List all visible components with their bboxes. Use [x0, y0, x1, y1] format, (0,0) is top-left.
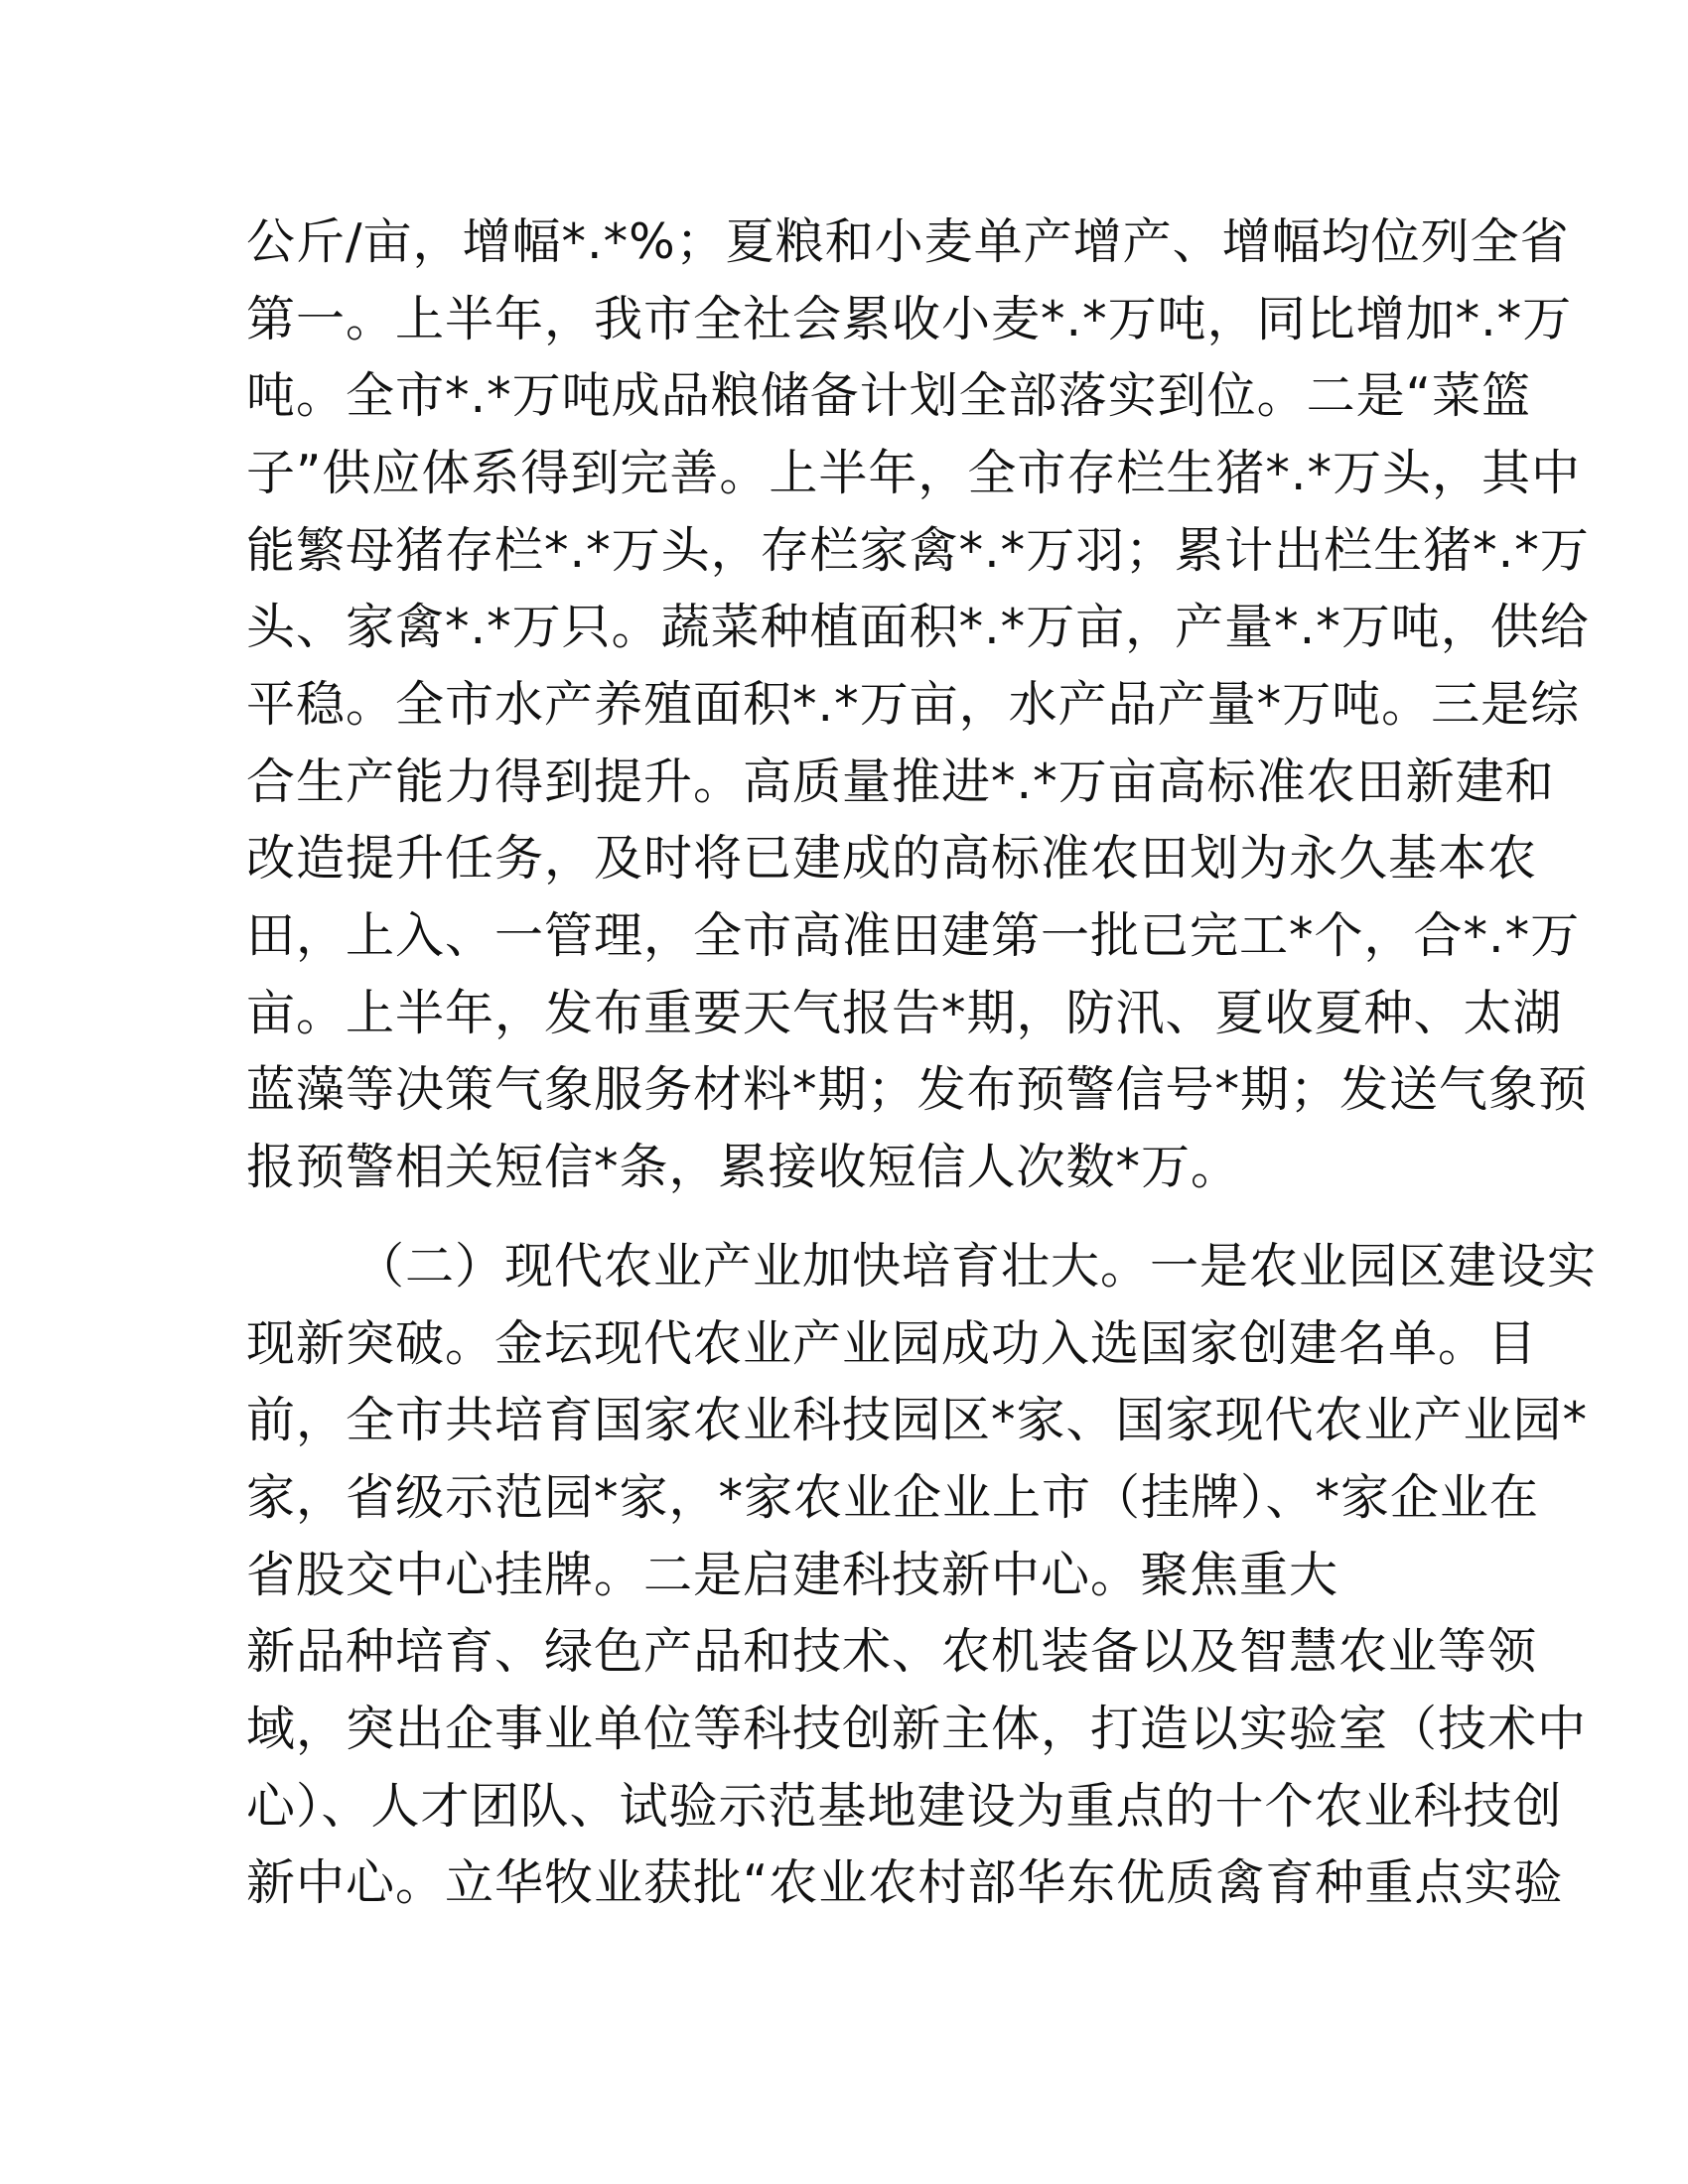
- text-line: 第一。上半年，我市全社会累收小麦*.*万吨，同比增加*.*万: [246, 291, 1573, 347]
- text-line: 域，突出企事业单位等科技创新主体，打造以实验室（技术中: [246, 1701, 1588, 1757]
- text-line: 合生产能力得到提升。高质量推进*.*万亩高标准农田新建和: [246, 753, 1555, 810]
- text-line: 省股交中心挂牌。二是启建科技新中心。聚焦重大: [246, 1547, 1339, 1603]
- text-line: 子”供应体系得到完善。上半年，全市存栏生猪*.*万头，其中: [246, 445, 1581, 501]
- text-line: 新品种培育、绿色产品和技术、农机装备以及智慧农业等领: [246, 1623, 1538, 1680]
- text-line: 报预警相关短信*条，累接收短信人次数*万。: [246, 1139, 1241, 1195]
- text-line: 平稳。全市水产养殖面积*.*万亩，水产品产量*万吨。三是综: [246, 676, 1581, 733]
- text-line: 亩。上半年，发布重要天气报告*期，防汛、夏收夏种、太湖: [246, 985, 1563, 1041]
- text-line: 新中心。立华牧业获批“农业农村部华东优质禽育种重点实验: [246, 1854, 1564, 1911]
- text-line: 吨。全市*.*万吨成品粮储备计划全部落实到位。二是“菜篮: [246, 367, 1531, 424]
- text-line: 现新突破。金坛现代农业产业园成功入选国家创建名单。目: [246, 1315, 1538, 1372]
- text-line: 能繁母猪存栏*.*万头，存栏家禽*.*万羽；累计出栏生猪*.*万: [246, 522, 1590, 579]
- text-line: 蓝藻等决策气象服务材料*期；发布预警信号*期；发送气象预: [246, 1061, 1589, 1118]
- text-line: 田，上入、一管理，全市高准田建第一批已完工*个，合*.*万: [246, 907, 1581, 964]
- text-line: 心）、人才团队、试验示范基地建设为重点的十个农业科技创: [246, 1778, 1563, 1835]
- text-line: 头、家禽*.*万只。蔬菜种植面积*.*万亩，产量*.*万吨，供给: [246, 599, 1590, 655]
- paragraph-first-line: （二）现代农业产业加快培育壮大。一是农业园区建设实: [355, 1238, 1598, 1295]
- text-line: 前，全市共培育国家农业科技园区*家、国家现代农业产业园*: [246, 1392, 1589, 1448]
- text-line: 公斤/亩，增幅*.*%；夏粮和小麦单产增产、增幅均位列全省: [246, 213, 1570, 270]
- text-line: 改造提升任务，及时将已建成的高标准农田划为永久基本农: [246, 830, 1538, 887]
- text-line: 家，省级示范园*家，*家农业企业上市（挂牌）、*家企业在: [246, 1469, 1540, 1526]
